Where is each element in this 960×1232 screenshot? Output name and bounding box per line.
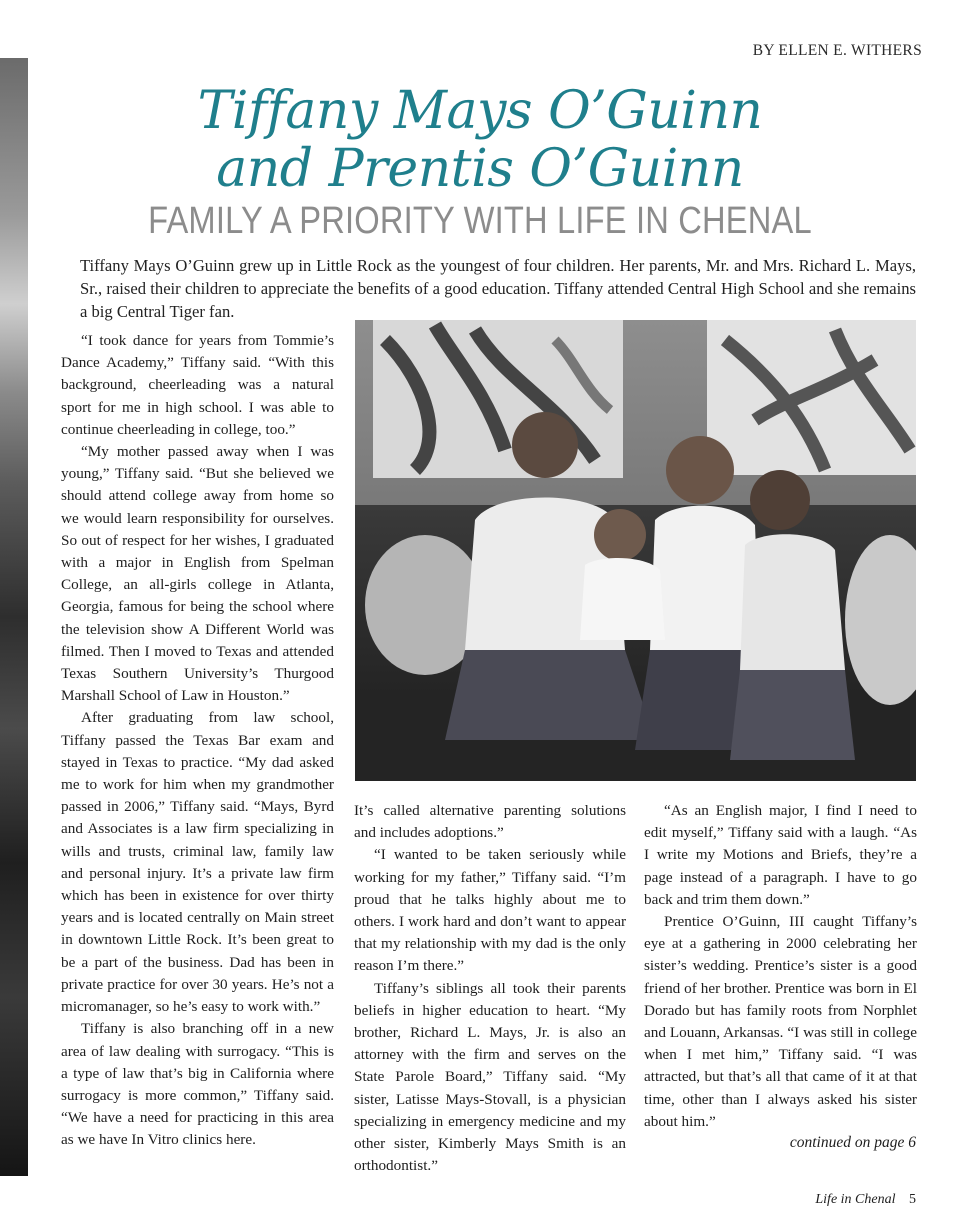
article-subtitle: FAMILY A PRIORITY WITH LIFE IN CHENAL — [148, 200, 812, 242]
paragraph: “I took dance for years from Tommie’s Dance Academy,” Tiffany said. “With this background, cheerleading was a natural sport for me in high school. I was able to continue cheerleading in college, too.” — [61, 332, 334, 438]
family-photo-illustration — [355, 320, 916, 781]
paragraph: It’s called alternative parenting solutions and includes adoptions.” — [354, 802, 626, 842]
edge-photo-strip — [0, 58, 28, 1176]
intro-paragraph: Tiffany Mays O’Guinn grew up in Little Rock as the youngest of four children. Her parents, Mr. and Mrs. Richard L. Mays, Sr., raised their children to appreciate the benefits of a good education. Tiffany attended Central High School and she remains a big Central Tiger fan. — [80, 256, 916, 321]
paragraph: Prentice O’Guinn, III caught Tiffany’s eye at a gathering in 2000 celebrating her sister’s wedding. Prentice’s sister is a good friend of her brother. Prentice was born in El Dorado but has family roots from Norphlet and Louann, Arkansas. “I was still in college when I met him,” Tiffany said. “I was attracted, but that’s all that came of it at that time, other than I always asked his sister about him.” — [644, 913, 917, 1130]
continued-note: continued on page 6 — [789, 1134, 916, 1151]
paragraph: “I wanted to be taken seriously while working for my father,” Tiffany said. “I’m proud that he talks highly about me to others. I work hard and don’t want to appear that my relationship with my dad is the only reason I’m there.” — [354, 846, 626, 975]
paragraph: “As an English major, I find I need to edit myself,” Tiffany said with a laugh. “As I write my Motions and Briefs, they’re a page instead of a paragraph. I have to go back and trim them down.” — [644, 802, 917, 908]
paragraph: After graduating from law school, Tiffany passed the Texas Bar exam and stayed in Texas to practice. “My dad asked me to work for him when my grandmother passed in 2006,” Tiffany said. “Mays, Byrd and Associates is a law firm specializing in wills and trusts, criminal law, family law and personal injury. It’s a private law firm which has been in existence for over thirty years and is located centrally on Main street in downtown Little Rock. It’s been great to be a part of the business. Dad has been in private practice for over 30 years. He’s not a micromanager, so he’s easy to work with.” — [61, 709, 334, 1016]
page-number: 5 — [909, 1192, 916, 1207]
magazine-name: Life in Chenal — [815, 1192, 896, 1207]
family-photo — [355, 320, 916, 781]
paragraph: “My mother passed away when I was young,” Tiffany said. “But she believed we should attend college away from home so we would learn responsibility for ourselves. So out of respect for her wishes, I graduated with a major in English from Spelman College, an all-girls college in Atlanta, Georgia, famous for being the school where the television show A Different World was filmed. Then I moved to Texas and attended Texas Southern University’s Thurgood Marshall School of Law in Houston.” — [61, 443, 334, 705]
paragraph: Tiffany is also branching off in a new area of law dealing with surrogacy. “This is a type of law that’s big in California where surrogacy is more common,” Tiffany said. “We have a need for practicing in this area as we have In Vitro clinics here. — [61, 1020, 334, 1149]
column-2 — [354, 800, 626, 1177]
article-title — [0, 82, 960, 198]
title-line-2: and Prentis O’Guinn — [216, 139, 744, 199]
page-footer — [815, 1192, 916, 1208]
column-3 — [644, 800, 917, 1133]
paragraph: Tiffany’s siblings all took their parents beliefs in higher education to heart. “My brother, Richard L. Mays, Jr. is also an attorney with the firm and serves on the State Parole Board,” Tiffany said. “My sister, Latisse Mays-Stovall, is a physician specializing in emergency medicine and my other sister, Kimberly Mays Smith is an orthodontist.” — [354, 979, 626, 1175]
byline: BY ELLEN E. WITHERS — [752, 42, 922, 59]
title-line-1: Tiffany Mays O’Guinn — [197, 81, 763, 141]
column-1 — [61, 330, 334, 1152]
